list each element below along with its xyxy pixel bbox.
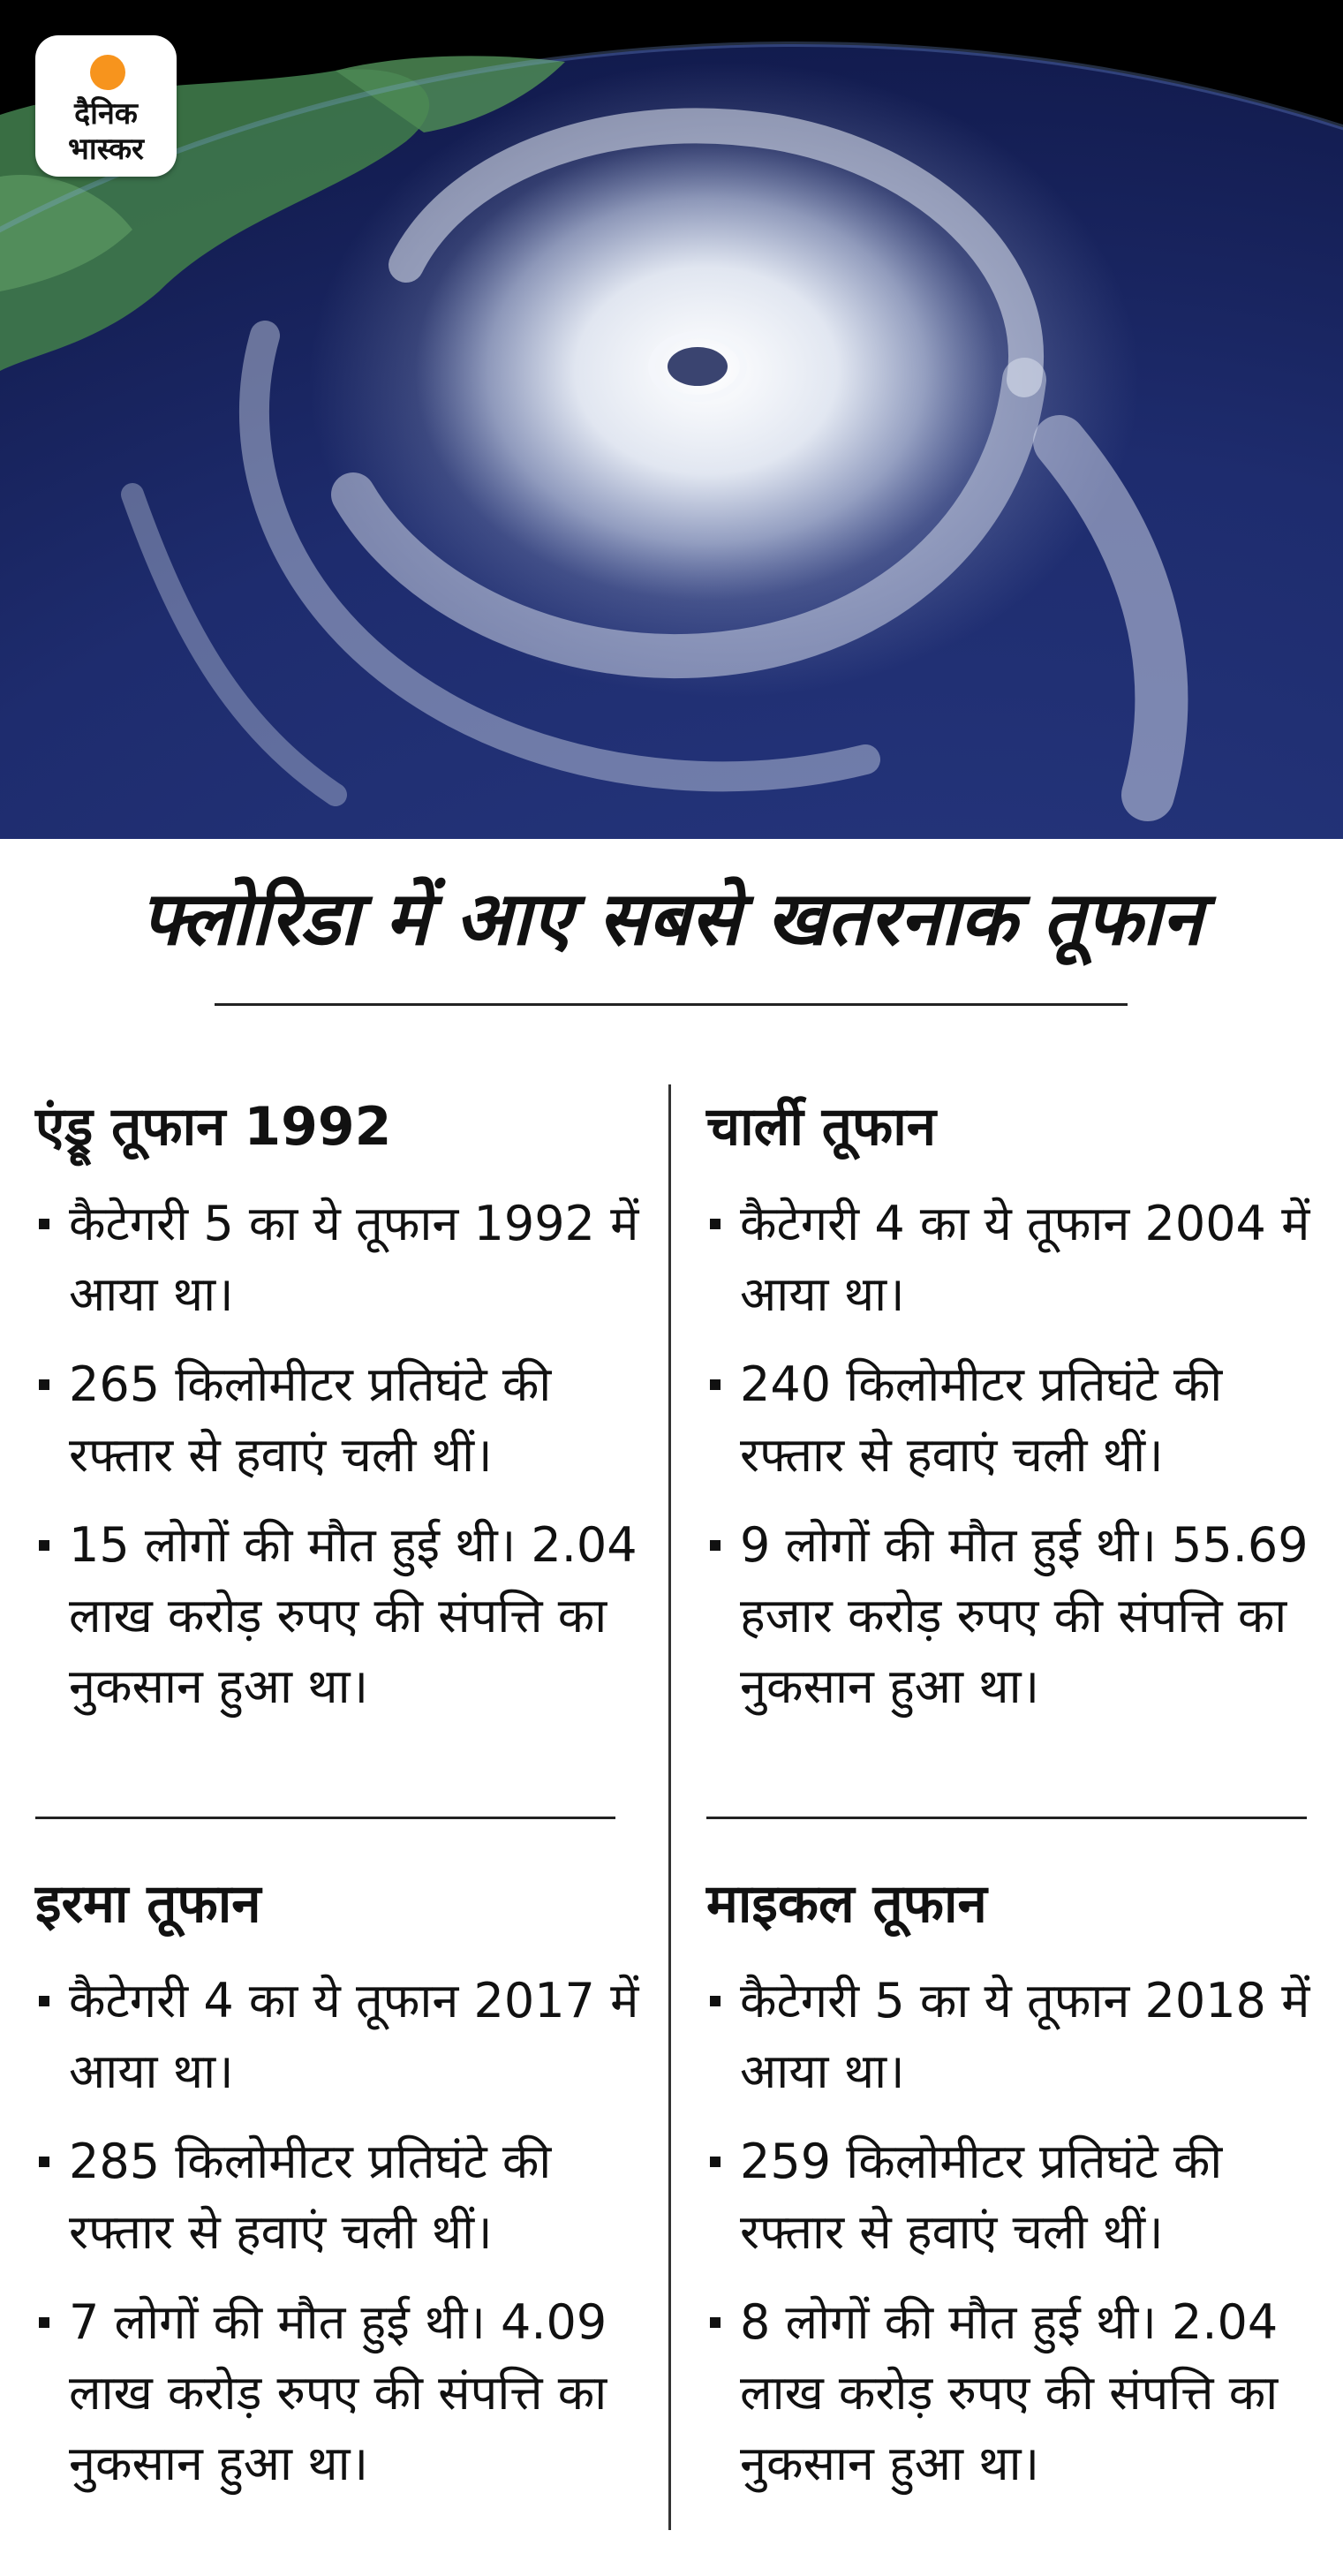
storm-facts-list xyxy=(706,1189,1324,1722)
storm-facts-list xyxy=(706,1966,1324,2499)
list-item: 240 किलोमीटर प्रतिघंटे की रफ्तार से हवाएं चली थीं। xyxy=(706,1349,1324,1491)
storm-title: इरमा तूफान xyxy=(35,1873,261,1935)
storm-card-andrew xyxy=(35,1095,653,1741)
dainik-bhaskar-logo xyxy=(35,35,177,177)
list-item: कैटेगरी 5 का ये तूफान 1992 में आया था। xyxy=(35,1189,653,1330)
row-divider-left xyxy=(35,1817,615,1819)
hurricane-satellite-image xyxy=(0,0,1343,839)
list-item: 9 लोगों की मौत हुई थी। 55.69 हजार करोड़ रुपए की संपत्ति का नुकसान हुआ था। xyxy=(706,1510,1324,1722)
hurricane-illustration xyxy=(0,0,1343,839)
list-item: 7 लोगों की मौत हुई थी। 4.09 लाख करोड़ रुपए की संपत्ति का नुकसान हुआ था। xyxy=(35,2287,653,2499)
list-item: 265 किलोमीटर प्रतिघंटे की रफ्तार से हवाएं चली थीं। xyxy=(35,1349,653,1491)
logo-line-2: भास्कर xyxy=(68,132,144,167)
page-title: फ्लोरिडा में आए सबसे खतरनाक तूफान xyxy=(140,875,1203,962)
list-item: कैटेगरी 4 का ये तूफान 2017 में आया था। xyxy=(35,1966,653,2107)
storm-card-irma xyxy=(35,1872,653,2519)
logo-line-1: दैनिक xyxy=(74,96,138,132)
storm-card-michael xyxy=(706,1872,1324,2519)
sun-icon xyxy=(90,55,125,90)
list-item: 8 लोगों की मौत हुई थी। 2.04 लाख करोड़ रुपए की संपत्ति का नुकसान हुआ था। xyxy=(706,2287,1324,2499)
list-item: 15 लोगों की मौत हुई थी। 2.04 लाख करोड़ रुपए की संपत्ति का नुकसान हुआ था। xyxy=(35,1510,653,1722)
storm-title: माइकल तूफान xyxy=(706,1873,987,1935)
list-item: 259 किलोमीटर प्रतिघंटे की रफ्तार से हवाएं चली थीं। xyxy=(706,2127,1324,2268)
list-item: 285 किलोमीटर प्रतिघंटे की रफ्तार से हवाएं चली थीं। xyxy=(35,2127,653,2268)
list-item: कैटेगरी 4 का ये तूफान 2004 में आया था। xyxy=(706,1189,1324,1330)
row-divider-right xyxy=(706,1817,1307,1819)
column-divider xyxy=(668,1084,671,2530)
list-item: कैटेगरी 5 का ये तूफान 2018 में आया था। xyxy=(706,1966,1324,2107)
storm-facts-list xyxy=(35,1189,653,1722)
storm-card-charley xyxy=(706,1095,1324,1741)
headline-divider xyxy=(215,1003,1128,1006)
storm-title: चार्ली तूफान xyxy=(706,1096,937,1158)
storm-title: एंड्रू तूफान 1992 xyxy=(35,1096,392,1158)
storm-facts-list xyxy=(35,1966,653,2499)
